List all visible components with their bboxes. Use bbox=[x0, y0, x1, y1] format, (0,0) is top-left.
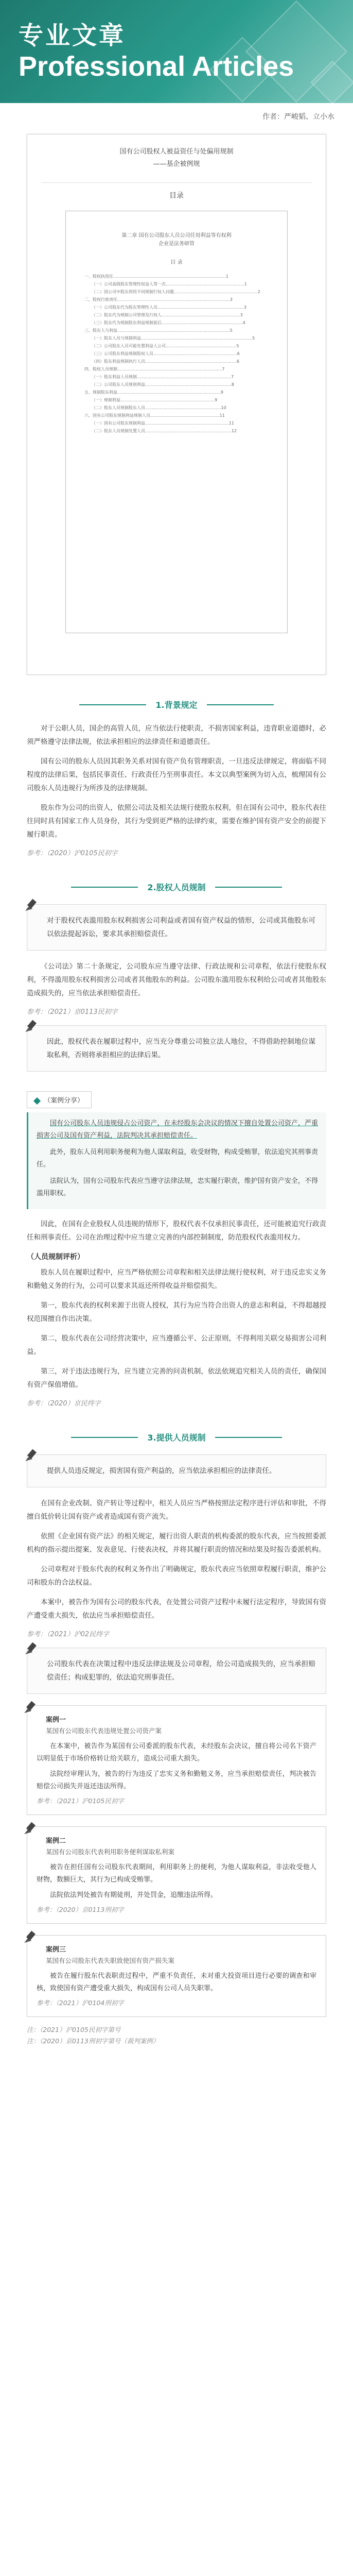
case-body: 法院经审理认为，被告的行为违反了忠实义务和勤勉义务，应当承担赔偿责任，判决被告赔偿公司损失并返还违法所得。 bbox=[37, 1770, 316, 1790]
pin-icon bbox=[20, 1928, 38, 1946]
case-card bbox=[27, 1705, 326, 1815]
case-body: 被告在履行股东代表职责过程中，严重不负责任，未对重大投资项目进行必要的调查和审核，致使国有资产遭受重大损失，构成国有公司人员失职罪。 bbox=[37, 1972, 316, 1992]
doc-toc-label: 目录 bbox=[42, 182, 311, 200]
end-note: 注：（2020）京0113刑初字第号（裁判案例） bbox=[27, 2037, 160, 2045]
highlight-text: 公司股东代表在决策过程中违反法律法规及公司章程，给公司造成损失的，应当承担赔偿责任；构成犯罪的，依法追究刑事责任。 bbox=[47, 1660, 315, 1682]
case-title: 某国有公司股东代表利用职务便利谋取私利案 bbox=[46, 1848, 175, 1856]
inner-title: 第二章 国有公司股东人员公司任用利益等有权利 bbox=[121, 233, 232, 239]
pin-icon bbox=[21, 1018, 39, 1035]
banner-title-cn: 专业文章 bbox=[19, 21, 126, 50]
toc-entry: 四、股权人员规制................................................................................7 bbox=[84, 367, 225, 371]
paragraph: 第一，股东代表的权利来源于出资人授权，其行为应当符合出资人的意志和利益，不得超越授权范围擅自作出决策。 bbox=[27, 1301, 326, 1323]
paragraph: 因此，在国有企业股权人员违规的情形下，股权代表不仅承担民事责任，还可能被追究行政责任和刑事责任。公司在治理过程中应当建立完善的内部控制制度，防范股权代表滥用权力。 bbox=[27, 1220, 326, 1242]
section-heading-label: 2.股权人员规制 bbox=[147, 883, 206, 892]
quote-block bbox=[27, 1112, 326, 1209]
highlight-text: 对于股权代表滥用股东权利损害公司利益或者国有资产权益的情形，公司或其他股东可以依法提起诉讼，要求其承担赔偿责任。 bbox=[47, 917, 315, 938]
paragraph: 在国有企业改制、资产转让等过程中，相关人员应当严格按照法定程序进行评估和审批，不得擅自低价转让国有资产或者造成国有资产流失。 bbox=[27, 1499, 326, 1521]
citation: 参考：（2021）沪02民终字 bbox=[27, 1631, 110, 1638]
toc-entry: （二）股东人员规制处置人员..................................................................12 bbox=[92, 429, 237, 433]
toc-entry: 六、国有公司股东规制利益规制人员.....................................................11 bbox=[84, 413, 225, 418]
paragraph: 对于公职人员，国企的高管人员，应当依法行使职责，不损害国家利益，违背职业道德时，必须严格遵守法律法规，依法承担相应的法律责任和道德责任。 bbox=[27, 724, 326, 746]
toc-entry: 一、股权执资任......................................................................................1 bbox=[84, 274, 228, 279]
case-name: 案例一 bbox=[46, 1716, 66, 1724]
toc-entry: （一）国有公司股东规制利益................................................................11 bbox=[92, 421, 234, 426]
document-image bbox=[27, 134, 326, 675]
header-banner bbox=[0, 0, 353, 103]
doc-head-line: 国有公司股权人被益资任与处偏用规制 bbox=[119, 148, 234, 156]
inner-mulu: 目 录 bbox=[170, 260, 183, 265]
banner-title-en: Professional Articles bbox=[19, 51, 294, 82]
highlight-box bbox=[27, 1454, 326, 1487]
highlight-text: 提供人员违反规定，损害国有资产利益的，应当依法承担相应的法律责任。 bbox=[47, 1467, 276, 1475]
end-notes bbox=[0, 2024, 353, 2047]
citation: 参考：（2021）京0113民初字 bbox=[27, 1008, 118, 1016]
case-card bbox=[27, 1935, 326, 2017]
toc-entry: 三、股东人与利益......................................................................................5 bbox=[84, 328, 233, 333]
inner-document-page bbox=[65, 211, 288, 633]
section-heading-label: 3.提供人员规制 bbox=[147, 1433, 206, 1443]
pin-icon bbox=[21, 1640, 39, 1657]
case-share-label: （案例分享） bbox=[44, 1097, 84, 1105]
citation: 参考：（2020）京民终字 bbox=[27, 1400, 101, 1408]
toc-entry: 五、规制股东利益...............................................................................9 bbox=[84, 390, 223, 395]
case-body: 在本案中，被告作为某国有公司委派的股东代表，未经股东会决议，擅自将公司名下资产以明显低于市场价格转让给关联方，造成公司重大损失。 bbox=[37, 1742, 316, 1762]
toc-entry: （三）股东代为规制股东利益规制前后..............................................................4 bbox=[92, 320, 245, 325]
quote-text: 法院认为，国有公司股东代表应当遵守法律法规，忠实履行职责，维护国有资产安全，不得滥用职权。 bbox=[37, 1177, 318, 1197]
toc-entry: （一）公司高级股东管理性权益人等一次............................................................1 bbox=[92, 282, 247, 286]
case-share-tag bbox=[27, 1091, 92, 1108]
highlight-box bbox=[27, 904, 326, 951]
case-card bbox=[27, 1826, 326, 1924]
toc-entry: 二、股权行政责任......................................................................................3 bbox=[84, 297, 233, 302]
toc-entry: （四）股东利益规制执行人员......................................................................6 bbox=[92, 359, 240, 364]
case-name: 案例三 bbox=[46, 1946, 66, 1954]
citation: 参考：（2020）沪0105民初字 bbox=[27, 850, 118, 857]
section-heading bbox=[0, 881, 353, 893]
paragraph: 第三，对于违法违规行为，应当建立完善的问责机制，依法依规追究相关人员的责任，确保国有资产保值增值。 bbox=[27, 1367, 326, 1389]
sub-heading: （人员规制评析） bbox=[27, 1253, 84, 1261]
highlight-text: 因此，股权代表在履职过程中，应当充分尊重公司独立法人地位，不得借助控制地位谋取私利，否则将承担相应的法律后果。 bbox=[47, 1038, 315, 1059]
paragraph: 国有公司的股东人员因其职务关系对国有资产负有管理职责，一旦违反法律规定，将面临不同程度的法律后果，包括民事责任、行政责任乃至刑事责任。本文以典型案例为切入点，梳理国有公司股东人员违规行为所涉及的法律规制。 bbox=[27, 757, 326, 792]
toc-entry: （一）规制利益........................................................................9 bbox=[92, 398, 218, 402]
toc-entry: （一）股东人员与规制利益.....................................................................................5 bbox=[92, 336, 255, 341]
doc-sub-line: ——基企被例规 bbox=[153, 160, 200, 168]
quote-text: 此外，股东人员利用职务便利为他人谋取利益，收受财物，构成受贿罪，依法追究其刑事责任。 bbox=[37, 1148, 318, 1168]
case-citation: 参考：（2021）沪0105民初字 bbox=[37, 1797, 124, 1805]
case-body: 被告在担任国有公司股东代表期间，利用职务上的便利，为他人谋取利益，非法收受他人财物，数额巨大，其行为已构成受贿罪。 bbox=[37, 1863, 316, 1884]
paragraph: 《公司法》第二十条规定，公司股东应当遵守法律、行政法规和公司章程，依法行使股东权利，不得滥用股东权利损害公司或者其他股东的利益。公司股东滥用股东权利给公司或者其他股东造成损失的，应当依法承担赔偿责任。 bbox=[27, 962, 326, 997]
case-citation: 参考：（2021）沪0104刑初字 bbox=[37, 1999, 124, 2007]
case-title: 某国有公司股东代表失职致使国有资产损失案 bbox=[46, 1957, 175, 1964]
toc-entry: （三）公司股东利益规制股权人员................................................................6 bbox=[92, 351, 240, 356]
paragraph: 第二，股东代表在公司经营决策中，应当遵循公平、公正原则，不得利用关联交易损害公司利益。 bbox=[27, 1334, 326, 1356]
quote-text: 国有公司股东人员违规侵占公司资产，在未经股东会决议的情况下擅自处置公司资产，严重损害公司及国有资产利益，法院判决其承担赔偿责任。 bbox=[37, 1120, 318, 1140]
highlight-box bbox=[27, 1025, 326, 1072]
section-heading-label: 1.背景规定 bbox=[155, 700, 198, 710]
paragraph: 股东人员在履职过程中，应当严格依照公司章程和相关法律法规行使权利，对于违反忠实义务和勤勉义务的行为，公司可以要求其返还所得收益并赔偿损失。 bbox=[27, 1268, 326, 1290]
case-citation: 参考：（2020）京0113刑初字 bbox=[37, 1906, 124, 1913]
case-title: 某国有公司股东代表违规处置公司资产案 bbox=[46, 1727, 162, 1735]
paragraph: 股东作为公司的出资人，依照公司法及相关法规行使股东权利，但在国有公司中，股东代表往往同时具有国家工作人员身份，其行为受到更严格的法律约束，需要在维护国有资产安全的前提下履行职责。 bbox=[27, 804, 326, 839]
end-note: 注：（2021）沪0105民初字第号 bbox=[27, 2026, 121, 2033]
toc-list bbox=[84, 273, 269, 435]
paragraph: 本案中，被告作为国有公司的股东代表，在处置公司资产过程中未履行法定程序，导致国有资产遭受重大损失，依法应当承担赔偿责任。 bbox=[27, 1598, 326, 1620]
pin-icon bbox=[21, 1447, 39, 1464]
section-heading bbox=[0, 699, 353, 710]
case-body: 法院依法判处被告有期徒刑，并处罚金，追缴违法所得。 bbox=[50, 1891, 218, 1899]
pin-icon bbox=[21, 896, 39, 914]
toc-entry: （二）国公司中股东利用不同规制行权人问题................................................................2 bbox=[92, 290, 260, 294]
toc-entry: （二）公司股东人员规则利益..................................................................8 bbox=[92, 382, 234, 387]
toc-entry: （一）股东利益人员规制........................................................................7 bbox=[92, 375, 234, 379]
highlight-box bbox=[27, 1648, 326, 1694]
paragraph: 公司章程对于股东代表的权利义务作出了明确规定，股东代表应当依照章程履行职责，维护公司和股东的合法权益。 bbox=[27, 1565, 326, 1587]
paragraph: 依照《企业国有资产法》的相关规定，履行出资人职责的机构委派的股东代表，应当按照委派机构的指示提出提案、发表意见、行使表决权，并将其履行职责的情况和结果及时报告委派机构。 bbox=[27, 1532, 326, 1554]
section-heading bbox=[0, 1431, 353, 1443]
author-line: 作者：严峻韬、立小水 bbox=[262, 113, 334, 121]
toc-entry: （二）股东代为规制公司管理及行权人............................................................3 bbox=[92, 313, 243, 317]
case-name: 案例二 bbox=[46, 1837, 66, 1845]
toc-entry: （一）公司股东代为股东管理性人员..................................................................3 bbox=[92, 305, 246, 310]
toc-entry: （二）股东人员规制股东人员..........................................................10 bbox=[92, 405, 226, 410]
pin-icon bbox=[20, 1820, 38, 1837]
toc-entry: （二）公司股东人员可能处置利益人公司......................................................5 bbox=[92, 344, 239, 348]
pin-icon bbox=[20, 1699, 38, 1716]
inner-title: 企业是法务研管 bbox=[158, 241, 195, 247]
